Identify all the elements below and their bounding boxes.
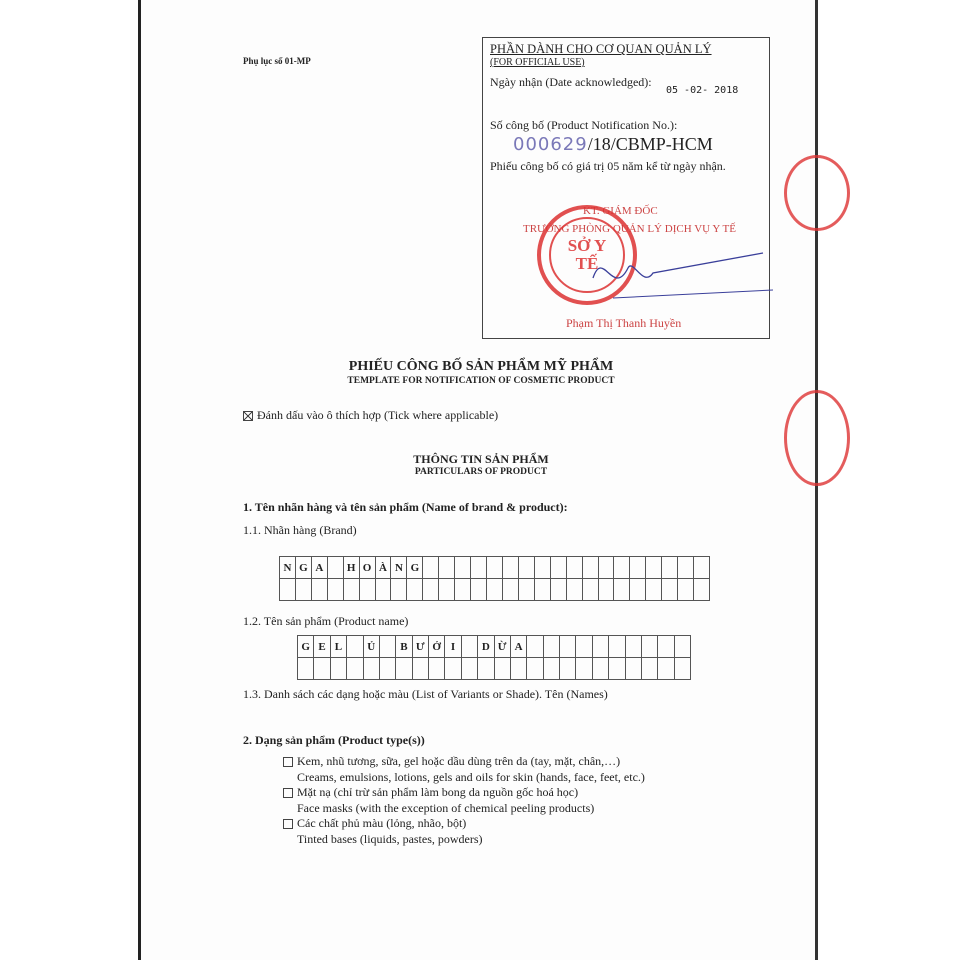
grid-cell <box>462 636 478 658</box>
grid-cell <box>599 557 615 579</box>
grid-cell <box>413 658 429 680</box>
checkbox[interactable] <box>283 788 293 798</box>
product-type-list <box>283 754 645 847</box>
grid-cell <box>439 557 455 579</box>
checkbox[interactable] <box>283 757 293 767</box>
grid-cell <box>567 579 583 601</box>
grid-cell <box>626 636 642 658</box>
question-2: 2. Dạng sản phẩm (Product type(s)) <box>243 733 425 747</box>
question-1: 1. Tên nhãn hàng và tên sản phẩm (Name of brand & product): <box>243 500 568 514</box>
grid-cell <box>423 557 439 579</box>
grid-cell <box>675 658 691 680</box>
grid-cell <box>455 579 471 601</box>
type-vi: Mặt nạ (chỉ trừ sản phẩm làm bong da nguồn gốc hoá học) <box>297 785 579 799</box>
grid-cell <box>593 636 609 658</box>
checkbox-icon <box>243 411 253 421</box>
date-label: Ngày nhận (Date acknowledged): <box>490 75 652 89</box>
grid-cell <box>380 658 396 680</box>
grid-cell <box>364 658 380 680</box>
grid-cell: I <box>445 636 461 658</box>
grid-cell: O <box>360 557 376 579</box>
grid-cell <box>662 579 678 601</box>
grid-cell: L <box>331 636 347 658</box>
grid-cell <box>642 658 658 680</box>
document-page <box>138 0 818 960</box>
annex-label: Phụ lục số 01-MP <box>243 56 311 66</box>
product-type-item[interactable] <box>283 785 645 816</box>
grid-cell <box>630 557 646 579</box>
grid-cell: H <box>344 557 360 579</box>
product-grid <box>297 635 691 680</box>
grid-cell <box>478 658 494 680</box>
grid-cell: G <box>407 557 423 579</box>
grid-cell <box>658 636 674 658</box>
grid-cell <box>626 658 642 680</box>
grid-cell <box>527 636 543 658</box>
grid-cell <box>535 557 551 579</box>
type-vi: Các chất phủ màu (lỏng, nhão, bột) <box>297 816 467 830</box>
grid-cell <box>583 579 599 601</box>
grid-cell <box>503 579 519 601</box>
grid-cell <box>360 579 376 601</box>
type-en: Face masks (with the exception of chemical peeling products) <box>297 800 595 815</box>
grid-cell <box>551 579 567 601</box>
official-use-box <box>482 37 770 339</box>
grid-cell <box>694 557 710 579</box>
grid-cell <box>328 557 344 579</box>
grid-cell <box>630 579 646 601</box>
grid-cell <box>503 557 519 579</box>
official-title: PHẦN DÀNH CHO CƠ QUAN QUẢN LÝ <box>490 42 712 56</box>
grid-cell <box>396 658 412 680</box>
seal-text: SỞ Y TẾ <box>567 236 607 273</box>
signature <box>573 238 773 308</box>
grid-cell <box>280 579 296 601</box>
grid-cell: G <box>296 557 312 579</box>
grid-cell <box>347 658 363 680</box>
section-title-vi: THÔNG TIN SẢN PHẨM <box>413 452 549 466</box>
signer-name: Phạm Thị Thanh Huyền <box>566 316 682 330</box>
grid-cell <box>314 658 330 680</box>
validity-note: Phiếu công bố có giá trị 05 năm kể từ ngày nhận. <box>490 159 726 173</box>
grid-cell <box>380 636 396 658</box>
notification-number-stamp: 000629 <box>513 134 588 155</box>
grid-cell <box>678 557 694 579</box>
grid-cell: A <box>511 636 527 658</box>
question-1-1: 1.1. Nhãn hàng (Brand) <box>243 523 357 537</box>
grid-cell <box>560 658 576 680</box>
grid-cell <box>535 579 551 601</box>
signer-title-2: TRƯỞNG PHÒNG QUẢN LÝ DỊCH VỤ Y TẾ <box>523 223 736 235</box>
grid-cell <box>429 658 445 680</box>
grid-cell <box>646 579 662 601</box>
grid-cell <box>675 636 691 658</box>
grid-cell <box>583 557 599 579</box>
grid-cell <box>567 557 583 579</box>
grid-cell <box>609 658 625 680</box>
grid-cell <box>471 557 487 579</box>
grid-cell <box>439 579 455 601</box>
grid-cell <box>487 557 503 579</box>
grid-cell: Ừ <box>495 636 511 658</box>
grid-cell <box>296 579 312 601</box>
grid-cell <box>328 579 344 601</box>
grid-cell <box>511 658 527 680</box>
grid-cell <box>487 579 503 601</box>
grid-cell <box>312 579 328 601</box>
grid-cell <box>599 579 615 601</box>
grid-cell <box>347 636 363 658</box>
grid-cell <box>614 579 630 601</box>
tick-note: Đánh dấu vào ô thích hợp (Tick where applicable) <box>257 408 499 422</box>
grid-cell <box>445 658 461 680</box>
grid-cell: Ủ <box>364 636 380 658</box>
grid-cell <box>455 557 471 579</box>
product-type-item[interactable] <box>283 816 645 847</box>
side-seal-stamp <box>784 155 850 231</box>
notification-number-suffix: /18/CBMP-HCM <box>587 134 713 154</box>
signer-title-1: KT. GIÁM ĐỐC <box>583 205 658 217</box>
grid-cell <box>614 557 630 579</box>
grid-cell <box>662 557 678 579</box>
grid-cell <box>519 579 535 601</box>
question-1-3: 1.3. Danh sách các dạng hoặc màu (List of Variants or Shade). Tên (Names) <box>243 687 608 701</box>
grid-cell: E <box>314 636 330 658</box>
grid-cell: À <box>376 557 392 579</box>
grid-cell <box>344 579 360 601</box>
grid-cell <box>527 658 543 680</box>
grid-cell <box>544 636 560 658</box>
grid-cell <box>495 658 511 680</box>
grid-cell <box>678 579 694 601</box>
grid-cell <box>593 658 609 680</box>
grid-cell <box>376 579 392 601</box>
grid-cell <box>642 636 658 658</box>
grid-cell <box>391 579 407 601</box>
grid-cell <box>407 579 423 601</box>
product-type-item[interactable] <box>283 754 645 785</box>
type-en: Tinted bases (liquids, pastes, powders) <box>297 831 483 846</box>
grid-cell <box>576 658 592 680</box>
official-subtitle: (FOR OFFICIAL USE) <box>490 57 585 68</box>
grid-cell <box>519 557 535 579</box>
grid-cell: A <box>312 557 328 579</box>
brand-grid <box>279 556 710 601</box>
grid-cell <box>544 658 560 680</box>
grid-cell: G <box>298 636 314 658</box>
grid-cell: Ở <box>429 636 445 658</box>
grid-cell: B <box>396 636 412 658</box>
grid-cell <box>298 658 314 680</box>
date-value: 05 -02- 2018 <box>666 85 739 96</box>
type-vi: Kem, nhũ tương, sữa, gel hoặc dầu dùng trên da (tay, mặt, chân,…) <box>297 754 621 768</box>
title-vi: PHIẾU CÔNG BỐ SẢN PHẨM MỸ PHẨM <box>348 359 614 374</box>
question-1-2: 1.2. Tên sản phẩm (Product name) <box>243 614 409 628</box>
grid-cell <box>646 557 662 579</box>
grid-cell <box>560 636 576 658</box>
grid-cell: N <box>280 557 296 579</box>
grid-cell <box>658 658 674 680</box>
grid-cell <box>551 557 567 579</box>
title-en: TEMPLATE FOR NOTIFICATION OF COSMETIC PRODUCT <box>347 376 615 386</box>
grid-cell <box>423 579 439 601</box>
grid-cell: N <box>391 557 407 579</box>
grid-cell: D <box>478 636 494 658</box>
grid-cell <box>609 636 625 658</box>
type-en: Creams, emulsions, lotions, gels and oils for skin (hands, face, feet, etc.) <box>297 769 645 784</box>
section-title-en: PARTICULARS OF PRODUCT <box>414 467 548 477</box>
number-label: Số công bố (Product Notification No.): <box>490 118 678 132</box>
grid-cell: Ư <box>413 636 429 658</box>
grid-cell <box>471 579 487 601</box>
grid-cell <box>576 636 592 658</box>
checkbox[interactable] <box>283 819 293 829</box>
grid-cell <box>331 658 347 680</box>
grid-cell <box>462 658 478 680</box>
grid-cell <box>694 579 710 601</box>
